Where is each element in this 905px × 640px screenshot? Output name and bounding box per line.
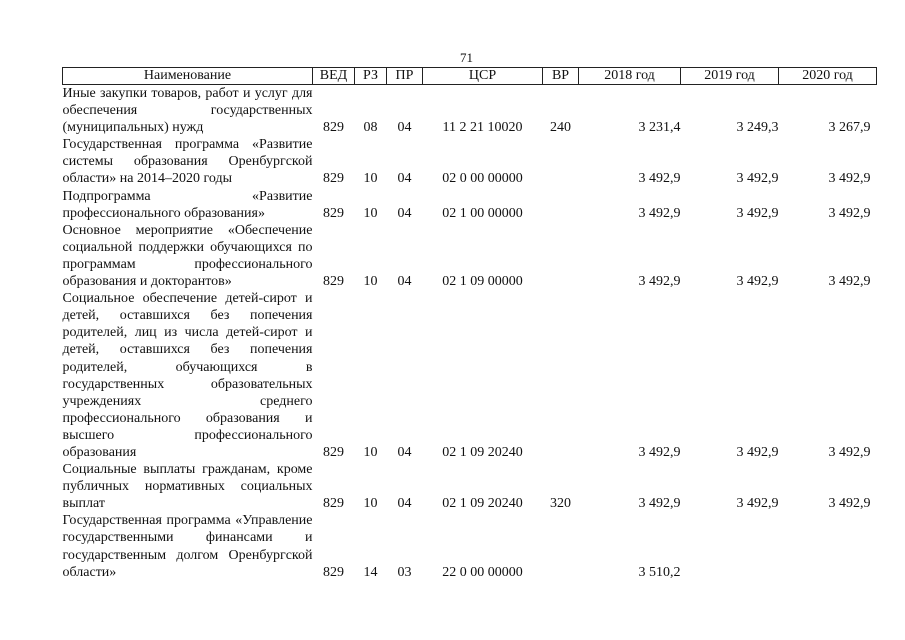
row-2020: 3 492,9 (828, 444, 871, 460)
row-2019: 3 492,9 (736, 274, 779, 290)
header-2020: 2020 год (779, 68, 877, 85)
row-pr: 04 (397, 171, 412, 187)
row-pr: 04 (397, 444, 412, 460)
row-ved: 829 (323, 564, 344, 580)
header-ved: ВЕД (313, 68, 355, 85)
row-2018: 3 510,2 (638, 564, 681, 580)
page-number: 71 (460, 50, 473, 65)
row-name: Социальное обеспечение детей-сирот и детей, оставшихся без попечения родителей, лиц из числа детей-сирот и детей, оставшихся без попечения родителей, обучающихся в государственных образовательных учреждениях среднего профессионального образования и высшего профессионального образования (62, 291, 313, 460)
row-vr (543, 222, 579, 290)
row-name: Подпрограмма «Развитие профессионального образования» (62, 188, 313, 221)
row-2020: 3 492,9 (828, 171, 871, 187)
row-rz: 10 (363, 205, 378, 221)
row-rz: 10 (363, 171, 378, 187)
row-csr: 02 1 09 20240 (442, 444, 523, 460)
row-2020: 3 492,9 (828, 205, 871, 221)
row-rz: 08 (363, 120, 378, 136)
row-name: Государственная программа «Развитие системы образования Оренбургской области» на 2014–2020 годы (62, 137, 313, 187)
row-2018: 3 492,9 (638, 274, 681, 290)
row-ved: 829 (323, 205, 344, 221)
row-2019: 3 492,9 (736, 444, 779, 460)
row-pr: 04 (397, 120, 412, 136)
header-vr: ВР (543, 68, 579, 85)
row-2019: 3 492,9 (736, 205, 779, 221)
row-2018: 3 492,9 (638, 205, 681, 221)
row-pr: 04 (397, 274, 412, 290)
table-row (63, 136, 877, 187)
table-row (63, 85, 877, 137)
row-pr: 03 (397, 564, 412, 580)
row-vr (543, 512, 579, 580)
row-2019 (681, 512, 779, 580)
header-csr: ЦСР (423, 68, 543, 85)
row-name: Основное мероприятие «Обеспечение социальной поддержки обучающихся по программам профессионального образования и докторантов» (62, 222, 313, 290)
budget-table (62, 67, 877, 581)
row-2019: 3 492,9 (736, 496, 779, 512)
row-name: Социальные выплаты гражданам, кроме публичных нормативных социальных выплат (62, 462, 313, 512)
row-vr: 240 (550, 120, 571, 136)
row-name: Государственная программа «Управление государственными финансами и государственным долгом Оренбургской области» (62, 513, 313, 580)
row-ved: 829 (323, 120, 344, 136)
row-ved: 829 (323, 444, 344, 460)
header-name: Наименование (63, 68, 313, 85)
row-2018: 3 492,9 (638, 444, 681, 460)
row-csr: 02 1 09 00000 (442, 274, 523, 290)
row-name: Иные закупки товаров, работ и услуг для обеспечения государственных (муниципальных) нужд (62, 86, 313, 136)
row-csr: 11 2 21 10020 (442, 120, 523, 136)
row-csr: 02 0 00 00000 (442, 171, 523, 187)
row-2020: 3 492,9 (828, 274, 871, 290)
row-vr: 320 (550, 496, 571, 512)
row-ved: 829 (323, 496, 344, 512)
row-rz: 10 (363, 496, 378, 512)
header-2019: 2019 год (681, 68, 779, 85)
header-pr: ПР (387, 68, 423, 85)
row-pr: 04 (397, 496, 412, 512)
row-vr (543, 188, 579, 222)
table-header-row (63, 68, 877, 85)
row-ved: 829 (323, 171, 344, 187)
row-2020: 3 492,9 (828, 496, 871, 512)
header-rz: РЗ (355, 68, 387, 85)
row-2019: 3 249,3 (736, 120, 779, 136)
table-row (63, 461, 877, 512)
row-2018: 3 231,4 (638, 120, 681, 136)
row-csr: 02 1 00 00000 (442, 205, 523, 221)
row-vr (543, 136, 579, 187)
row-2019: 3 492,9 (736, 171, 779, 187)
row-vr (543, 290, 579, 461)
row-rz: 14 (363, 564, 378, 580)
row-2018: 3 492,9 (638, 171, 681, 187)
row-rz: 10 (363, 274, 378, 290)
header-2018: 2018 год (579, 68, 681, 85)
row-rz: 10 (363, 444, 378, 460)
table-row (63, 290, 877, 461)
table-row (63, 222, 877, 290)
table-row (63, 188, 877, 222)
row-ved: 829 (323, 274, 344, 290)
table-row (63, 512, 877, 580)
row-csr: 22 0 00 00000 (442, 564, 523, 580)
row-2018: 3 492,9 (638, 496, 681, 512)
row-csr: 02 1 09 20240 (442, 496, 523, 512)
row-pr: 04 (397, 205, 412, 221)
row-2020 (779, 512, 877, 580)
row-2020: 3 267,9 (828, 120, 871, 136)
